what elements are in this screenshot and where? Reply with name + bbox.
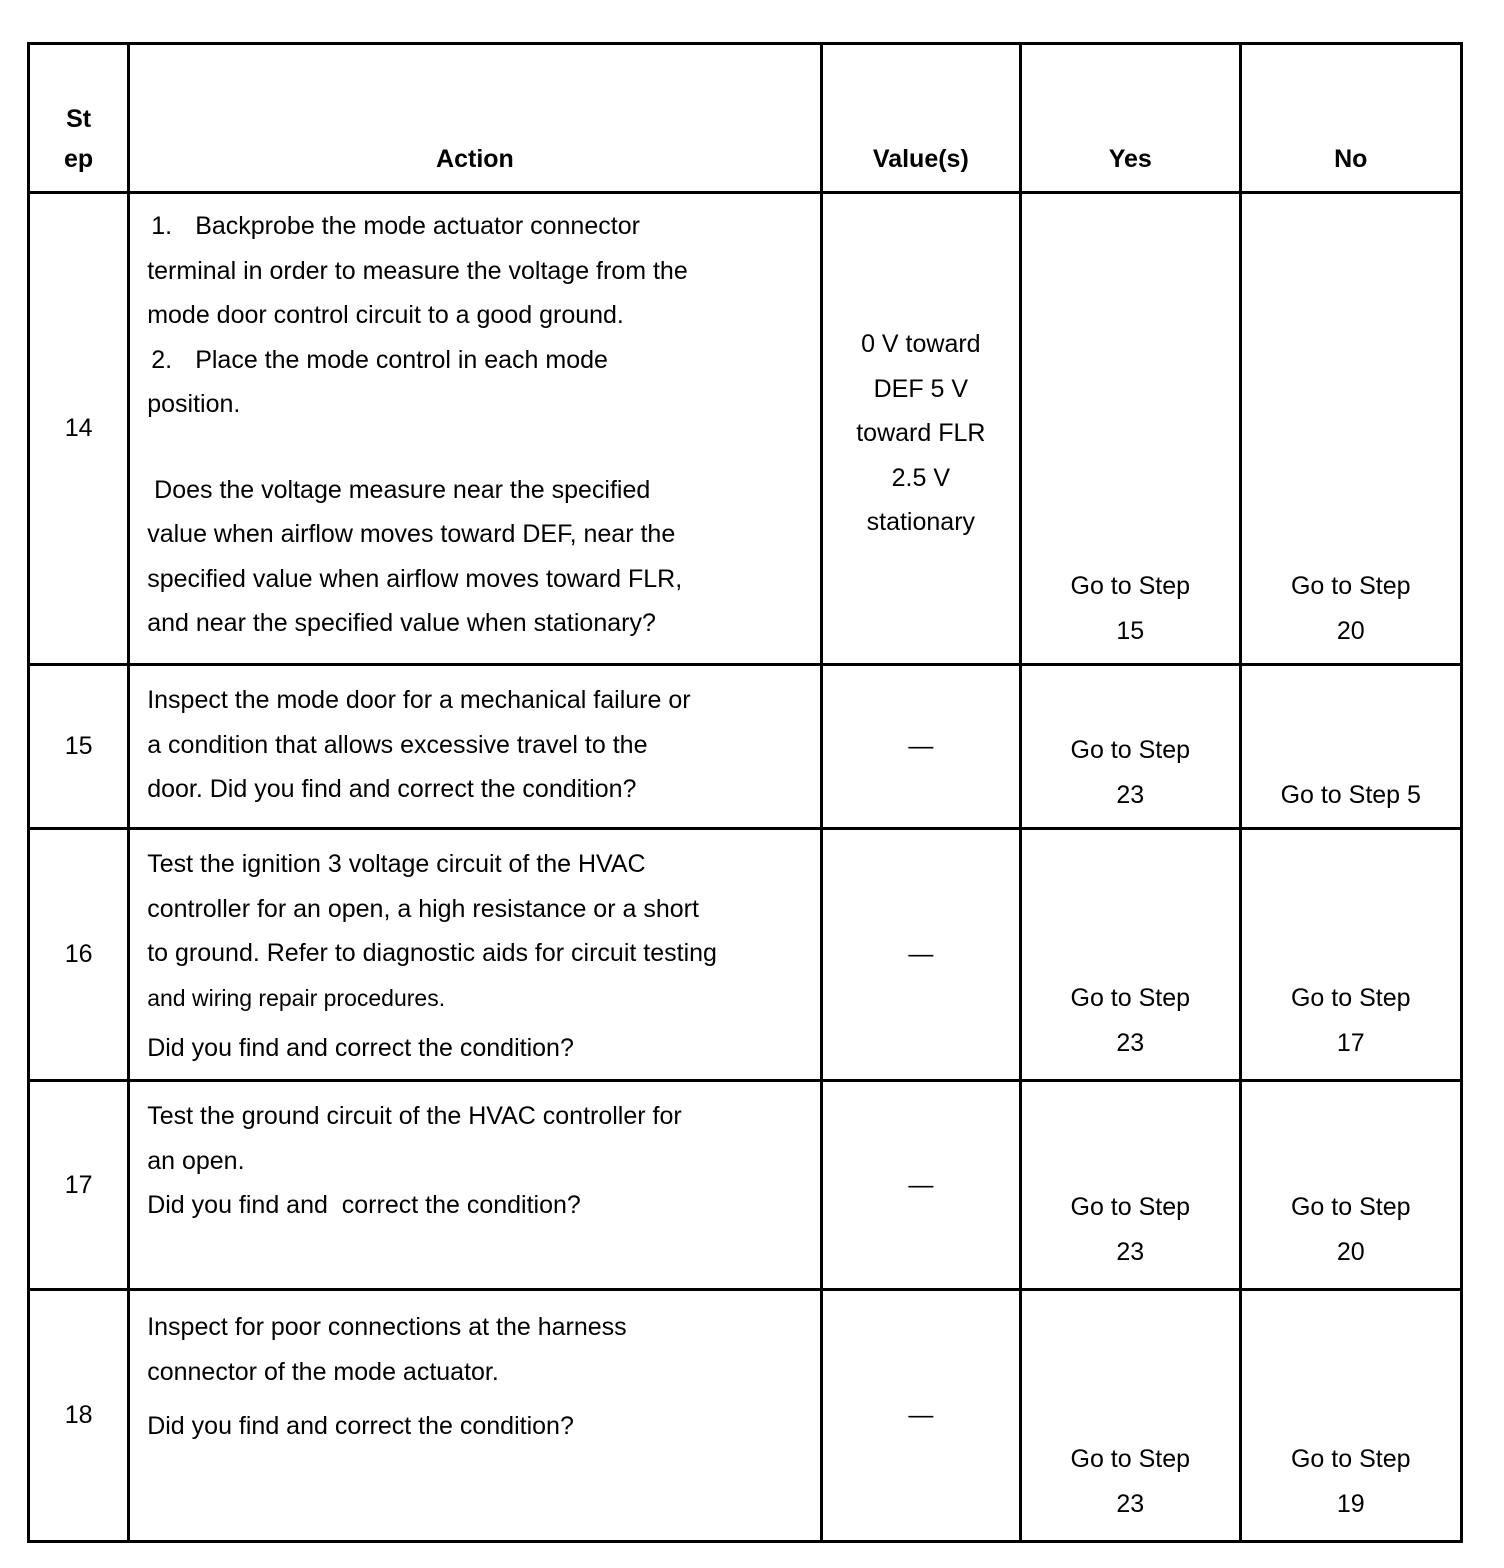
step-cell: 15 xyxy=(29,665,129,829)
yes-cell xyxy=(1021,665,1240,829)
step-number: 23 xyxy=(1116,1237,1145,1266)
step-number: 23 xyxy=(1116,1489,1145,1518)
header-row xyxy=(29,44,1462,193)
diagnostic-table xyxy=(27,42,1463,1543)
no-cell xyxy=(1240,829,1462,1081)
action-line: a condition that allows excessive travel to the xyxy=(147,730,648,759)
action-line: terminal in order to measure the voltage from the xyxy=(147,256,688,285)
action-line: Did you find and correct the condition? xyxy=(147,1412,574,1440)
action-line: Inspect the mode door for a mechanical failure or xyxy=(147,686,691,714)
yes-cell xyxy=(1021,1081,1240,1290)
action-line: connector of the mode actuator. xyxy=(147,1357,499,1386)
no-cell xyxy=(1240,193,1462,665)
step-number: 23 xyxy=(1116,1028,1145,1057)
action-line: controller for an open, a high resistance or a short xyxy=(147,894,699,923)
table-row-15 xyxy=(29,665,1462,829)
value-line: DEF 5 V xyxy=(873,374,969,403)
list-number: 2. xyxy=(151,345,173,374)
step-number: 20 xyxy=(1336,616,1365,645)
action-line: Test the ignition 3 voltage circuit of the HVAC xyxy=(147,850,646,878)
list-number: 1. xyxy=(151,212,173,240)
header-values: Value(s) xyxy=(821,44,1020,193)
table-row-18 xyxy=(29,1290,1462,1542)
value-cell xyxy=(821,193,1020,665)
value-cell: — xyxy=(821,1081,1020,1290)
value-cell: — xyxy=(821,829,1020,1081)
action-cell xyxy=(129,1290,821,1542)
header-no: No xyxy=(1240,44,1462,193)
no-cell xyxy=(1240,1290,1462,1542)
value-cell: — xyxy=(821,1290,1020,1542)
header-step-line2: ep xyxy=(64,145,94,173)
action-line: Did you find and correct the condition? xyxy=(147,1034,574,1062)
step-number: 15 xyxy=(1116,616,1145,645)
header-step-line1: St xyxy=(66,105,92,133)
go-to-step-text: Go to Step 5 xyxy=(1280,780,1421,809)
table-row-16 xyxy=(29,829,1462,1081)
action-line: and wiring repair procedures. xyxy=(147,984,446,1011)
no-cell xyxy=(1240,665,1462,829)
go-to-step-text: Go to Step xyxy=(1290,1193,1411,1221)
step-number: 20 xyxy=(1336,1237,1365,1266)
question-line: value when airflow moves toward DEF, near the xyxy=(147,520,676,548)
step-cell: 17 xyxy=(29,1081,129,1290)
value-cell: — xyxy=(821,665,1020,829)
yes-cell xyxy=(1021,829,1240,1081)
no-cell xyxy=(1240,1081,1462,1290)
question-line: Does the voltage measure near the specified xyxy=(147,475,651,504)
go-to-step-text: Go to Step xyxy=(1070,1445,1191,1473)
action-cell xyxy=(129,829,821,1081)
action-list-item-1 xyxy=(147,204,779,249)
action-line: door. Did you find and correct the condition? xyxy=(147,775,637,803)
action-line: position. xyxy=(147,390,241,418)
table-row-14 xyxy=(29,193,1462,665)
value-line: stationary xyxy=(866,508,976,536)
spacer xyxy=(147,427,779,468)
header-action: Action xyxy=(129,44,821,193)
header-step xyxy=(29,44,129,193)
go-to-step-text: Go to Step xyxy=(1070,572,1191,600)
yes-cell xyxy=(1021,193,1240,665)
value-line: 0 V toward xyxy=(861,330,981,358)
table-row-17 xyxy=(29,1081,1462,1290)
action-line: mode door control circuit to a good ground. xyxy=(147,301,624,329)
step-number: 23 xyxy=(1116,780,1145,809)
step-cell: 16 xyxy=(29,829,129,1081)
action-line: Test the ground circuit of the HVAC controller for xyxy=(147,1102,682,1130)
value-line: toward FLR xyxy=(856,419,986,447)
action-line: Did you find and correct the condition? xyxy=(147,1191,581,1219)
question-line: and near the specified value when stationary? xyxy=(147,609,656,637)
action-line: Place the mode control in each mode xyxy=(195,345,608,374)
header-yes: Yes xyxy=(1021,44,1240,193)
step-number: 17 xyxy=(1336,1028,1365,1057)
yes-cell xyxy=(1021,1290,1240,1542)
action-line: Inspect for poor connections at the harness xyxy=(147,1313,627,1341)
go-to-step-text: Go to Step xyxy=(1290,984,1411,1012)
action-line: an open. xyxy=(147,1146,245,1175)
go-to-step-text: Go to Step xyxy=(1290,572,1411,600)
action-line: to ground. Refer to diagnostic aids for circuit testing xyxy=(147,939,717,967)
action-line: Backprobe the mode actuator connector xyxy=(195,212,640,240)
go-to-step-text: Go to Step xyxy=(1290,1445,1411,1473)
action-cell xyxy=(129,1081,821,1290)
step-cell: 18 xyxy=(29,1290,129,1542)
value-line: 2.5 V xyxy=(891,463,951,492)
question-line: specified value when airflow moves toward FLR, xyxy=(147,564,683,593)
go-to-step-text: Go to Step xyxy=(1070,736,1191,764)
action-cell xyxy=(129,193,821,665)
go-to-step-text: Go to Step xyxy=(1070,984,1191,1012)
action-list-item-2 xyxy=(147,338,779,383)
step-number: 19 xyxy=(1336,1489,1365,1518)
step-cell: 14 xyxy=(29,193,129,665)
go-to-step-text: Go to Step xyxy=(1070,1193,1191,1221)
action-cell xyxy=(129,665,821,829)
